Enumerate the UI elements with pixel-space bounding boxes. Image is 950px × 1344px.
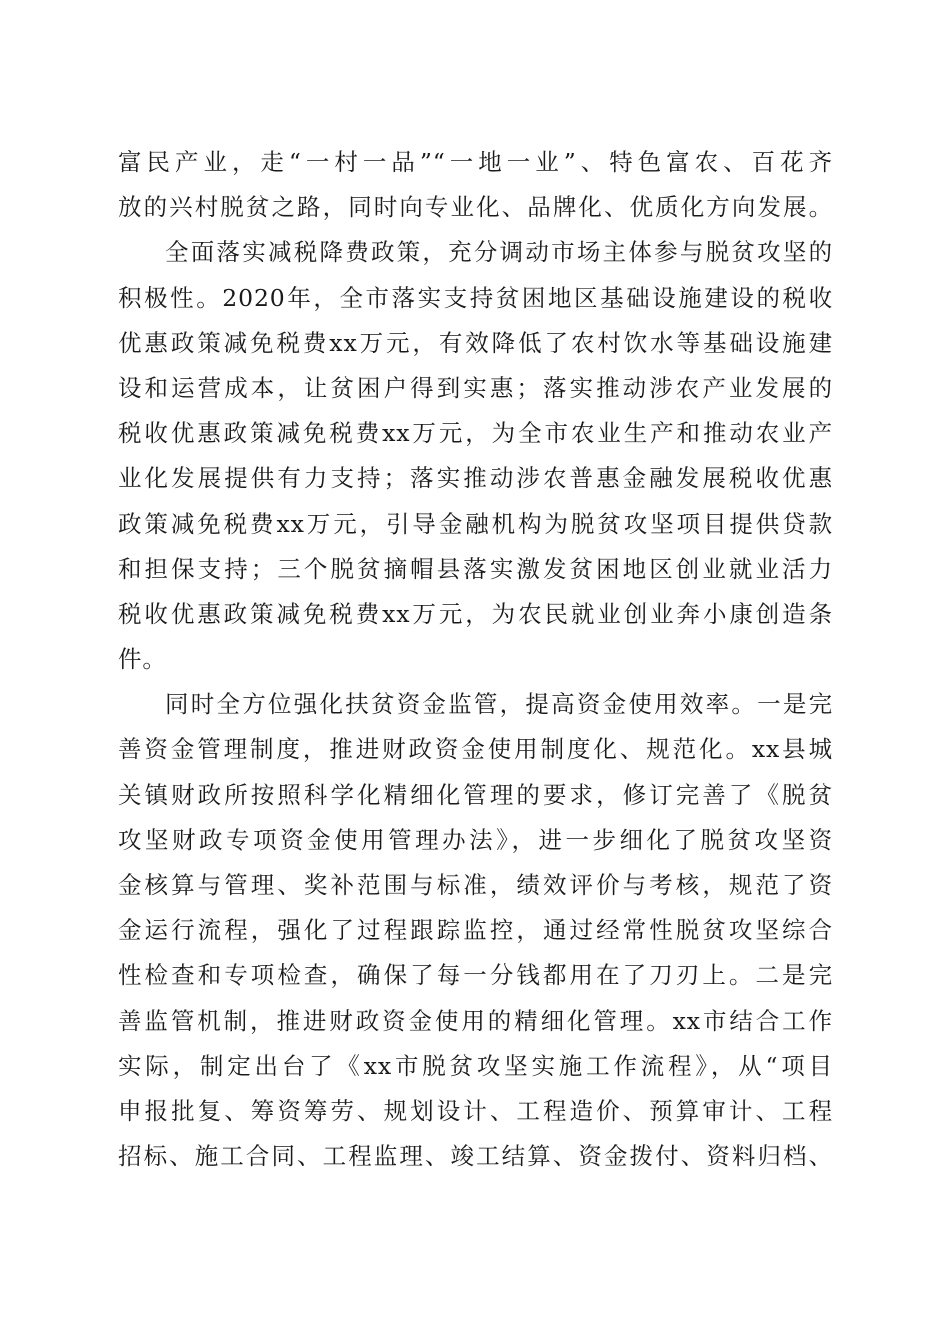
text-line: 善资金管理制度，推进财政资金使用制度化、规范化。xx县城 — [118, 735, 833, 764]
text-line: 关镇财政所按照科学化精细化管理的要求，修订完善了《脱贫 — [118, 780, 833, 809]
text-line: 优惠政策减免税费xx万元，有效降低了农村饮水等基础设施建 — [118, 328, 833, 357]
text-line: 全面落实减税降费政策，充分调动市场主体参与脱贫攻坚的 — [165, 238, 833, 267]
text-line: 设和运营成本，让贫困户得到实惠；落实推动涉农产业发展的 — [118, 373, 833, 402]
text-line: 和担保支持；三个脱贫摘帽县落实激发贫困地区创业就业活力 — [118, 554, 833, 583]
text-line: 政策减免税费xx万元，引导金融机构为脱贫攻坚项目提供贷款 — [118, 509, 833, 538]
text-line: 件。 — [118, 645, 167, 674]
text-line: 性检查和专项检查，确保了每一分钱都用在了刀刃上。二是完 — [118, 961, 833, 990]
text-line: 业化发展提供有力支持；落实推动涉农普惠金融发展税收优惠 — [118, 464, 833, 493]
paragraph-3 — [118, 682, 833, 1179]
text-line: 善监管机制，推进财政资金使用的精细化管理。xx市结合工作 — [118, 1006, 833, 1035]
document-body — [118, 140, 833, 1179]
paragraph-2 — [118, 230, 833, 682]
text-line: 招标、施工合同、工程监理、竣工结算、资金拨付、资料归档、 — [118, 1142, 833, 1171]
text-line: 攻坚财政专项资金使用管理办法》，进一步细化了脱贫攻坚资 — [118, 825, 833, 854]
text-line: 富民产业，走“一村一品”“一地一业”、特色富农、百花齐 — [118, 148, 833, 176]
text-line: 实际，制定出台了《xx市脱贫攻坚实施工作流程》，从“项目 — [118, 1051, 833, 1080]
text-line: 放的兴村脱贫之路，同时向专业化、品牌化、优质化方向发展。 — [118, 193, 833, 222]
text-line: 税收优惠政策减免税费xx万元，为农民就业创业奔小康创造条 — [118, 599, 833, 628]
text-line: 税收优惠政策减免税费xx万元，为全市农业生产和推动农业产 — [118, 419, 833, 448]
paragraph-1 — [118, 140, 833, 230]
text-line: 同时全方位强化扶贫资金监管，提高资金使用效率。一是完 — [165, 690, 833, 719]
text-line: 积极性。2020年，全市落实支持贫困地区基础设施建设的税收 — [118, 283, 833, 312]
text-line: 金运行流程，强化了过程跟踪监控，通过经常性脱贫攻坚综合 — [118, 916, 833, 945]
text-line: 金核算与管理、奖补范围与标准，绩效评价与考核，规范了资 — [118, 871, 833, 899]
text-line: 申报批复、筹资筹劳、规划设计、工程造价、预算审计、工程 — [118, 1096, 833, 1125]
